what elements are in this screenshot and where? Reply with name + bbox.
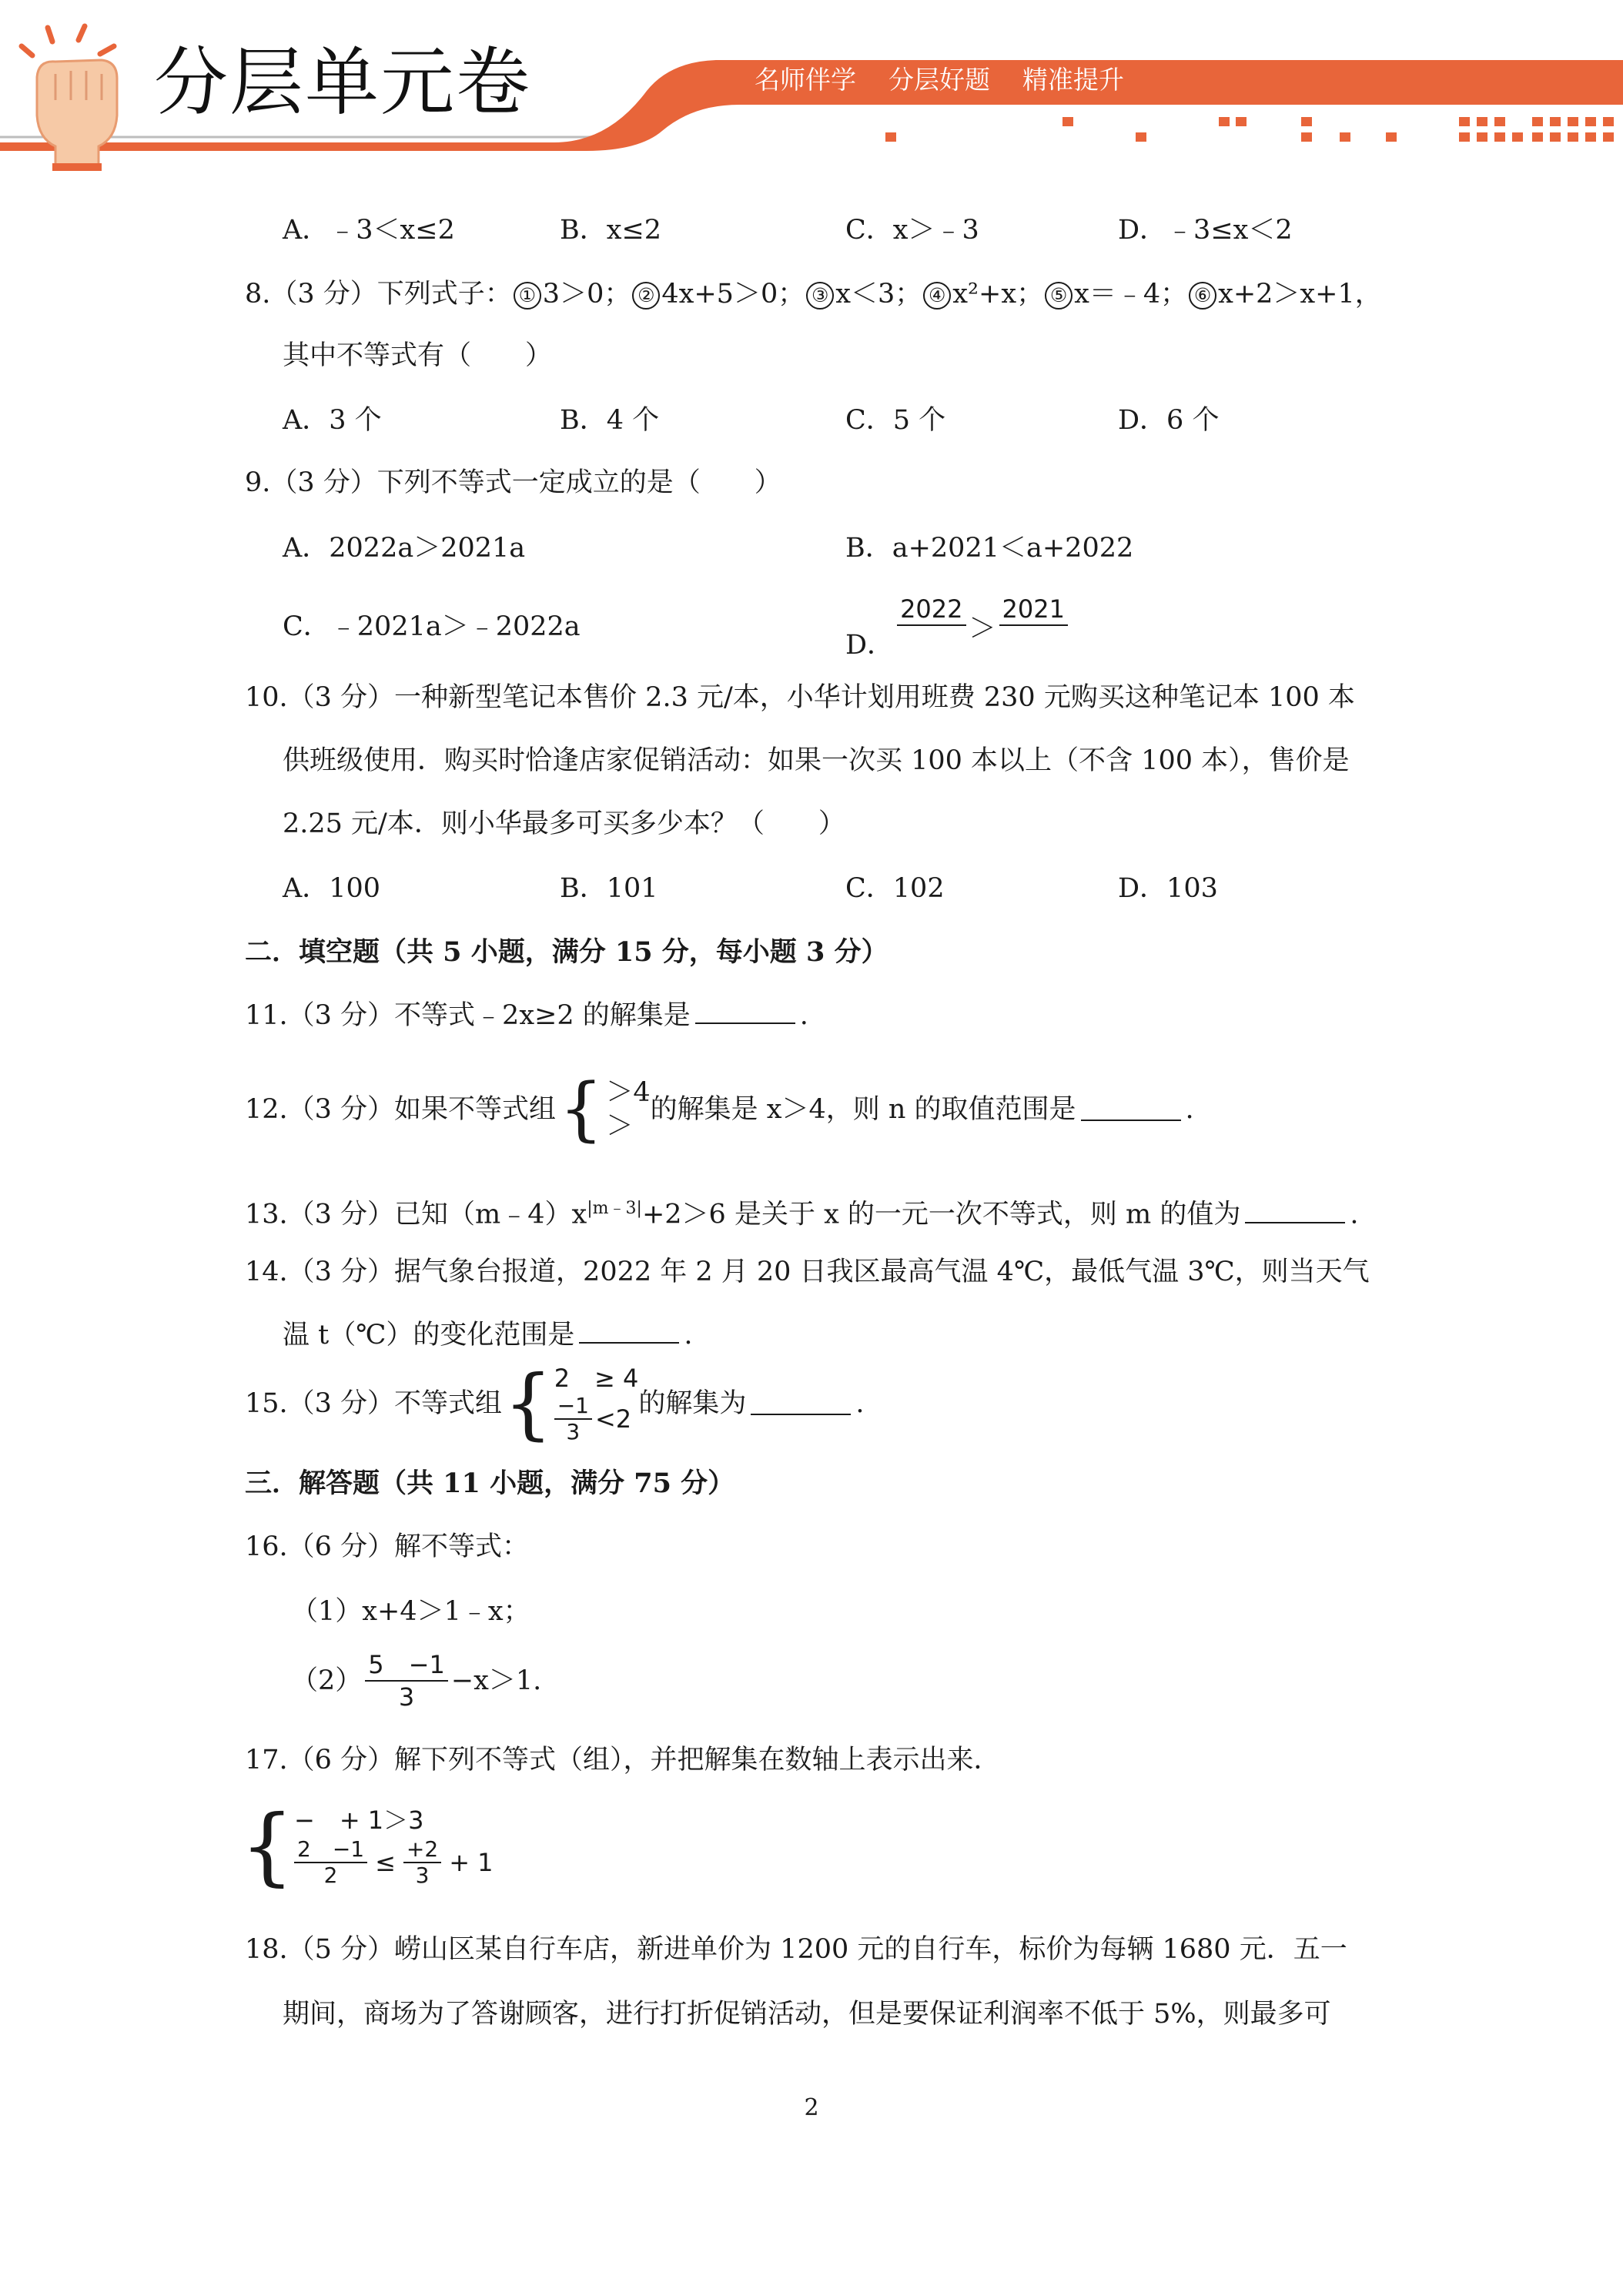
q8-item-6: x+2＞x+1， (1218, 279, 1382, 310)
q11-text: 11.（3 分）不等式﹣2x≥2 的解集是 (245, 1000, 691, 1031)
q17-frac2-num: +2 (403, 1837, 441, 1863)
q15-lt2: <2 (594, 1404, 632, 1434)
q17-brace: { (240, 1796, 294, 1895)
q8-option-b: B．4 个 (560, 405, 660, 436)
circled-6: ⑥ (1189, 282, 1216, 310)
circled-1: ① (514, 282, 541, 310)
q16-frac-num: 5 −1 (365, 1649, 448, 1682)
q13-exponent: |m﹣3| (587, 1199, 642, 1218)
q16-part2-label: （2） (291, 1665, 363, 1696)
q9-d-gt: ＞ (969, 614, 996, 644)
q14-line2 (283, 1317, 693, 1354)
q9-option-b: B．a+2021＜a+2022 (845, 533, 1134, 564)
q15-answer-blank (751, 1392, 851, 1415)
q7-option-c: C．x＞﹣3 (845, 215, 979, 246)
q17-top: − + 1＞3 (294, 1806, 424, 1835)
fist-icon (15, 23, 146, 177)
q8-intro: 8.（3 分）下列式子： (245, 279, 512, 310)
q15-text: 15.（3 分）不等式组 (245, 1388, 503, 1419)
q8-line1 (245, 276, 1382, 313)
header-title: 分层单元卷 (154, 39, 531, 126)
page-number: 2 (804, 2094, 819, 2121)
q10-option-d: D．103 (1118, 873, 1218, 904)
q17-frac2-den: 3 (415, 1863, 430, 1888)
q18-line2: 期间，商场为了答谢顾客，进行打折促销活动，但是要保证利润率不低于 5%，则最多可 (283, 1999, 1331, 2030)
q8-item-4: x²+x； (952, 279, 1044, 310)
q17-frac-1 (294, 1837, 367, 1888)
q10-option-c: C．102 (845, 873, 945, 904)
q17-frac1-num: 2 −1 (294, 1837, 367, 1863)
q16-frac-den: 3 (398, 1682, 415, 1712)
q12-text: 12.（3 分）如果不等式组 (245, 1094, 557, 1125)
q18-line1: 18.（5 分）崂山区某自行车店，新进单价为 1200 元的自行车，标价为每辆 1680 元．五一 (245, 1934, 1347, 1965)
circled-5: ⑤ (1045, 282, 1073, 310)
q11-period: . (799, 1000, 808, 1031)
q8-item-2: 4x+5＞0； (661, 279, 805, 310)
q8-item-5: x＝﹣4； (1074, 279, 1188, 310)
q17-system (240, 1796, 494, 1895)
q16-stem: 16.（6 分）解不等式： (245, 1531, 530, 1562)
q8-line2: 其中不等式有（ ） (283, 340, 553, 371)
q10-option-b: B．101 (560, 873, 658, 904)
q12-period: . (1185, 1094, 1194, 1125)
q9-option-a: A．2022a＞2021a (283, 533, 526, 564)
q7-option-b: B．x≤2 (560, 215, 662, 246)
circled-2: ② (632, 282, 660, 310)
q17-frac1-den: 2 (323, 1863, 338, 1888)
q14-answer-blank (579, 1320, 679, 1344)
q9-d-num-2: 2021 (999, 594, 1068, 626)
q15-top: 2 ≥ 4 (554, 1364, 639, 1393)
q9-d-label: D． (845, 630, 895, 661)
q17-frac-2 (403, 1837, 441, 1888)
q12 (245, 1069, 1194, 1150)
q15-mid: 的解集为 (638, 1388, 747, 1419)
circled-3: ③ (806, 282, 834, 310)
q8-option-a: A．3 个 (283, 405, 382, 436)
q17-tail: + 1 (449, 1848, 494, 1877)
q15-frac (554, 1394, 592, 1444)
q17-le: ≤ (375, 1848, 396, 1877)
q15 (245, 1358, 865, 1448)
header-slogan: 名师伴学 分层好题 精准提升 (755, 65, 1124, 95)
section2-heading: 二．填空题（共 5 小题，满分 15 分，每小题 3 分） (245, 936, 888, 968)
q10-line1: 10.（3 分）一种新型笔记本售价 2.3 元/本，小华计划用班费 230 元购买这种笔记本 100 本 (245, 682, 1355, 713)
q10-option-a: A．100 (283, 873, 381, 904)
q7-option-d: D．﹣3≤x＜2 (1118, 215, 1293, 246)
q12-bottom: ＞ (606, 1111, 634, 1142)
q9-d-frac-1 (897, 594, 965, 657)
q9-d-frac-2 (999, 594, 1068, 657)
q9-option-c: C．﹣2021a＞﹣2022a (283, 611, 581, 642)
q9-stem: 9.（3 分）下列不等式一定成立的是（ ） (245, 467, 781, 498)
q8-item-1: 3＞0； (542, 279, 631, 310)
q13-mid: +2＞6 是关于 x 的一元一次不等式，则 m 的值为 (641, 1199, 1241, 1230)
q12-brace: { (559, 1069, 604, 1150)
q8-option-d: D．6 个 (1118, 405, 1220, 436)
q14-line1: 14.（3 分）据气象台报道，2022 年 2 月 20 日我区最高气温 4℃，最低气温 3℃，则当天气 (245, 1257, 1370, 1287)
q16-part1: （1）x+4＞1﹣x； (291, 1596, 530, 1627)
q7-option-a: A．﹣3＜x≤2 (283, 215, 455, 246)
q12-mid: 的解集是 x＞4，则 n 的取值范围是 (650, 1094, 1076, 1125)
q10-line2: 供班级使用．购买时恰逢店家促销活动：如果一次买 100 本以上（不含 100 本），售价是 (283, 745, 1350, 776)
q12-answer-blank (1081, 1098, 1181, 1121)
q15-frac-num: −1 (554, 1394, 592, 1420)
q11-answer-blank (695, 1001, 795, 1024)
q13-text: 13.（3 分）已知（m﹣4）x (245, 1199, 587, 1230)
q9-option-d (845, 587, 1071, 664)
q12-top: ＞4 (606, 1077, 651, 1108)
header (0, 0, 1623, 169)
q16-frac (365, 1649, 448, 1712)
q13 (245, 1190, 1359, 1233)
circled-4: ④ (923, 282, 951, 310)
q14-text: 温 t（℃）的变化范围是 (283, 1320, 575, 1350)
q15-period: . (855, 1388, 865, 1419)
q8-option-c: C．5 个 (845, 405, 946, 436)
q16-part2-tail: −x＞1. (450, 1665, 542, 1696)
q10-line3: 2.25 元/本．则小华最多可买多少本？（ ） (283, 808, 845, 839)
q17-stem: 17.（6 分）解下列不等式（组），并把解集在数轴上表示出来． (245, 1745, 1001, 1776)
q8-item-3: x＜3； (835, 279, 922, 310)
q13-answer-blank (1245, 1200, 1345, 1223)
q11 (245, 997, 808, 1034)
q9-d-num-1: 2022 (897, 594, 965, 626)
q13-period: . (1350, 1199, 1359, 1230)
q15-brace: { (504, 1358, 553, 1448)
q16-part2 (291, 1649, 541, 1712)
q15-frac-den: 3 (566, 1419, 581, 1444)
section3-heading: 三．解答题（共 11 小题，满分 75 分） (245, 1468, 735, 1499)
q14-period: . (684, 1320, 693, 1350)
